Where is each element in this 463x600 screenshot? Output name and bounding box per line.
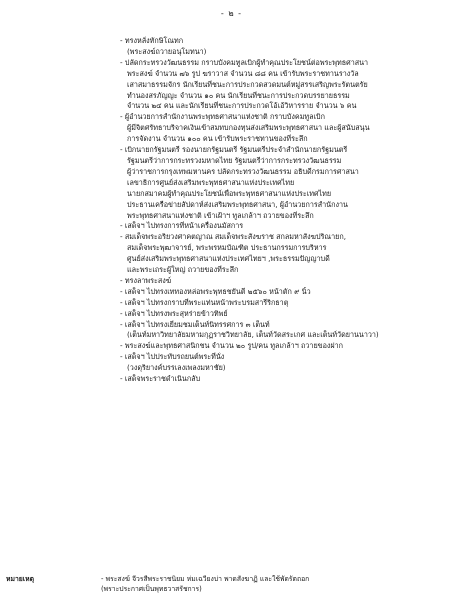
schedule-item [120,374,456,385]
schedule-item-continuation: ศูนย์ส่งเสริมพระพุทธศาสนาแห่งประเทศไทยฯ ,พระธรรมปัญญาบดี [127,254,330,264]
schedule-item-continuation: (เต็นท์มหาวิทยาลัยมหามกุฏราชวิทยาลัย, เต็นท์วัดสระเกศ และเต็นท์วัดยานนาวา) [127,330,379,340]
schedule-item-continuation: (พระสงฆ์ถวายอนุโมทนา) [127,46,207,56]
schedule-item-continuation: และพระเถระผู้ใหญ่ ถวายของที่ระลึก [127,265,239,275]
schedule-item-continuation: ทำนองสรภัญญะ จำนวน ๑๐ คน นักเรียนที่ชนะการประกวดบรรยายธรรม [127,90,350,100]
schedule-item [120,309,456,320]
schedule-item [120,36,456,58]
schedule-item-text: - ทรงหลั่งทักษิโณทก [120,36,184,45]
schedule-item-continuation: การจัดงาน จำนวน ๑๐๐ คน เข้ารับพระราชทานของที่ระลึก [127,134,308,144]
remark-label: หมายเหตุ [6,575,34,583]
schedule-item-continuation: (วงดุริยางค์บรรเลงเพลงมหาชัย) [127,363,226,373]
schedule-item-text: - ผู้อำนวยการสำนักงานพระพุทธศาสนาแห่งชาติ กราบบังคมทูลเบิก [120,112,325,122]
schedule-item [120,221,456,232]
schedule-item-text: - สมเด็จพระอริยวงศาคตญาณ สมเด็จพระสังฆราช สกลมหาสังฆปริณายก, [120,232,346,242]
schedule-item-text: - ทรงลาพระสงฆ์ [120,275,172,285]
ceremony-schedule [120,36,456,385]
schedule-item-continuation: ประธานเครือข่ายสัปดาห์ส่งเสริมพระพุทธศาสนา, ผู้อำนวยการสำนักงาน [127,199,348,209]
schedule-item-continuation: พระพุทธศาสนาแห่งชาติ เข้าเฝ้าฯ ทูลเกล้าฯ ถวายของที่ระลึก [127,210,314,220]
schedule-item-continuation: ผู้ว่าราชการกรุงเทพมหานคร ปลัดกระทรวงวัฒนธรรม อธิบดีกรมการศาสนา [127,166,359,176]
schedule-item-text: - เสด็จฯ ไปทรงพระสุหร่ายข้าวทิพย์ [120,308,228,318]
schedule-item [120,352,456,374]
schedule-item [120,287,456,298]
schedule-item-continuation: เลขาธิการศูนย์ส่งเสริมพระพุทธศาสนาแห่งประเทศไทย [127,177,295,187]
schedule-item-continuation: จำนวน ๒๔ คน และนักเรียนที่ชนะการประกวดโอ้เอ้วิหารราย จำนวน ๖ คน [127,101,357,111]
remark-line: (พราะประกาศเป็นพุทธวาสรัชการ) [101,585,202,593]
schedule-item [120,341,456,352]
schedule-item-continuation: รัฐมนตรีว่าการกระทรวงมหาดไทย รัฐมนตรีว่าการกระทรวงวัฒนธรรม [127,155,342,165]
schedule-item-continuation: สมเด็จพระพุฒาจารย์, พระพรหมบัณฑิต ประธานกรรมการบริหาร [127,243,327,253]
schedule-item-text: - เสด็จฯ ไปทรงเยี่ยมชมเต็นท์นิทรรศการ ๓ เต็นท์ [120,319,270,329]
remark-body [101,574,456,594]
schedule-item [120,145,456,221]
schedule-item-continuation: นายกสมาคมผู้ทำคุณประโยชน์เพื่อพระพุทธศาสนาแห่งประเทศไทย [127,188,332,198]
schedule-item [120,58,456,113]
schedule-item-text: - เสด็จฯ ไปทรงการที่หน้าเครื่องนมัสการ [120,221,244,231]
schedule-item-text: - เสด็จฯ ไปทรงกราบที่พระแท่นหน้าพระบรมสารีริกธาตุ [120,297,289,307]
schedule-item-text: - ปลัดกระทรวงวัฒนธรรม กราบบังคมทูลเบิกผู้ทำคุณประโยชน์ต่อพระพุทธศาสนา [120,57,369,67]
schedule-item-continuation: เสาสมาธรรมจักร นักเรียนที่ชนะการประกวดสวดมนต์หมู่สรรเสริญพระรัตนตรัย [127,79,368,89]
schedule-item-text: - เสด็จฯ ไปประทับรถยนต์พระที่นั่ง [120,352,225,362]
schedule-item [120,112,456,145]
schedule-item [120,320,456,342]
schedule-item-continuation: พระสงฆ์ จำนวน ๗๖ รูป ฆราวาส จำนวน ๘๘ คน เข้ารับพระราชทานรางวัล [127,68,359,78]
page-number: - ๒ - [220,9,243,18]
schedule-item [120,276,456,287]
schedule-item-text: - เบิกนายกรัฐมนตรี รองนายกรัฐมนตรี รัฐมนตรีประจำสำนักนายกรัฐมนตรี [120,145,348,155]
schedule-item [120,232,456,276]
schedule-item-text: - เสด็จพระราชดำเนินกลับ [120,374,201,384]
schedule-item-text: - เสด็จฯ ไปทรงเททองหล่อพระพุทธชยันตี ๒๕๖๐ หน้าตัก ๙ นิ้ว [120,286,311,296]
schedule-item-text: - พระสงฆ์และพุทธศาสนิกชน จำนวน ๒๐ รูป/คน ทูลเกล้าฯ ถวายของฝาก [120,341,343,351]
schedule-item [120,298,456,309]
schedule-item-continuation: ผู้มีจิตศรัทธาบริจาคเงินเข้าสมทบกองทุนส่งเสริมพระพุทธศาสนา และผู้สนับสนุน [127,123,370,133]
remark-line: - พระสงฆ์ จีวรสีพระราชนิยม ห่มเฉวียงบ่า พาดสังฆาฏิ และใช้พัดรัตถอก [101,575,310,583]
